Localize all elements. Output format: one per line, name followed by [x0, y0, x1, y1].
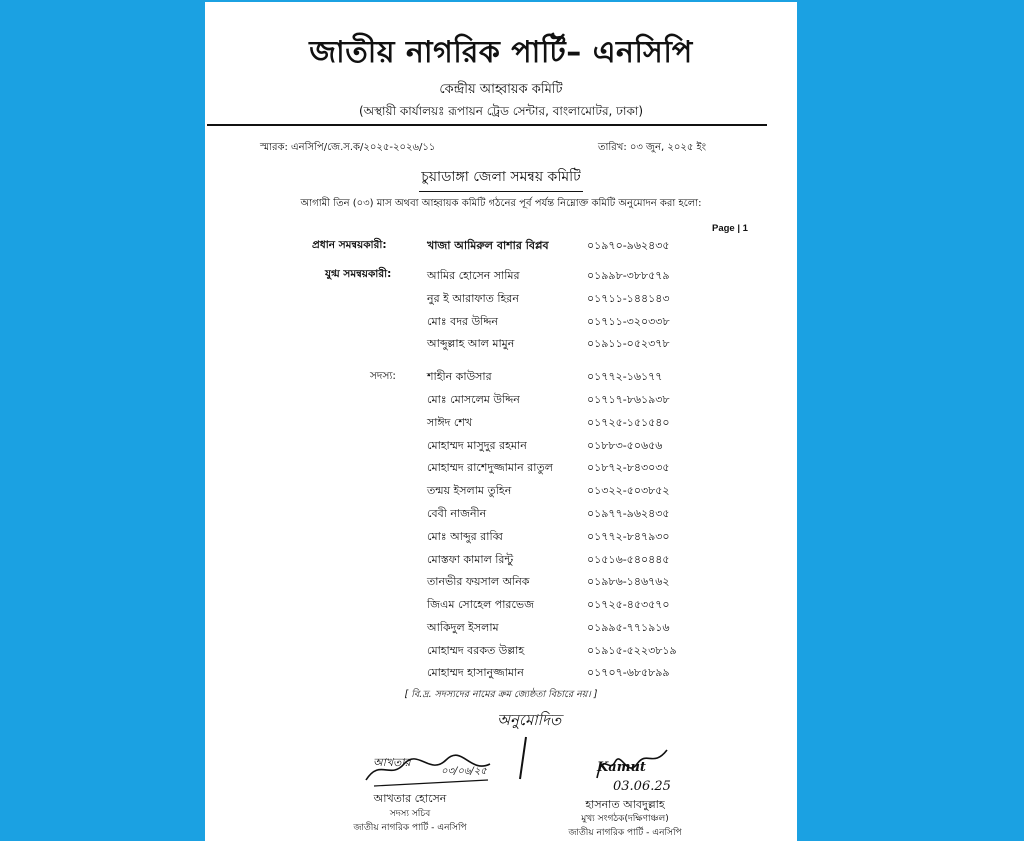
- chief-coordinator-name: খাজা আমিরুল বাশার বিপ্লব: [427, 239, 549, 252]
- right-signatory-org: জাতীয় নাগরিক পার্টি - এনসিপি: [568, 828, 682, 838]
- central-committee-line: কেন্দ্রীয় আহ্বায়ক কমিটি: [439, 82, 563, 97]
- member-phone: ০১৭৭২-১৬১৭৭: [587, 370, 663, 383]
- issue-date: তারিখ: ০৩ জুন, ২০২৫ ইং: [598, 142, 707, 153]
- member-phone: ০১৭১৭-৮৬১৯৩৮: [587, 393, 670, 406]
- joint-coordinator-label: যুগ্ম সমন্বয়কারী:: [325, 268, 392, 280]
- member-phone: ০১৯১৫-৫২২৩৮১৯: [587, 644, 677, 657]
- office-address: (অস্থায়ী কার্যালয়ঃ রূপায়ন ট্রেড সেন্টার, বাংলামোটর, ঢাকা): [359, 104, 643, 118]
- member-name: মোহাম্মদ হাসানুজ্জামান: [427, 666, 524, 679]
- member-phone: ০১৯৮৬-১৪৬৭৬২: [587, 575, 670, 588]
- header-divider: [207, 124, 767, 126]
- footnote: [ বি.দ্র. সদস্যদের নামের ক্রম জ্যেষ্ঠতা বিচারে নয়। ]: [404, 689, 598, 700]
- joint-coordinator-name: আমির হোসেন সামির: [427, 269, 520, 282]
- page-number: Page | 1: [712, 223, 748, 234]
- left-signatory-org: জাতীয় নাগরিক পার্টি - এনসিপি: [353, 823, 467, 833]
- left-signatory-name: আখতার হোসেন: [373, 792, 447, 805]
- joint-coordinator-phone: ০১৭১১-৩২০৩৩৮: [587, 315, 670, 328]
- approved-handwritten: অনুমোদিত: [497, 711, 562, 729]
- joint-coordinator-phone: ০১৭১১-১৪৪১৪৩: [587, 292, 670, 305]
- member-phone: ০১৭২৫-১৫১৫৪০: [587, 416, 670, 429]
- member-name: বেবী নাজনীন: [427, 507, 487, 520]
- right-signatory-title: মুখ্য সংগঠক(দক্ষিণাঞ্চল): [581, 814, 669, 824]
- member-name: মোহাম্মদ রাশেদুজ্জামান রাতুল: [427, 461, 553, 474]
- approval-stroke: [517, 735, 529, 781]
- joint-coordinator-name: মোঃ বদর উদ্দিন: [427, 315, 498, 328]
- member-name: শাহীন কাউসার: [427, 370, 492, 383]
- committee-title-text: চুয়াডাঙ্গা জেলা সমন্বয় কমিটি: [419, 165, 583, 192]
- member-name: জিএম সোহেল পারভেজ: [427, 598, 534, 611]
- member-phone: ০১৭৭২-৮৪৭৯৩০: [587, 530, 670, 543]
- member-name: মোস্তফা কামাল রিন্টু: [427, 553, 514, 566]
- member-phone: ০১৯৭৭-৯৬২৪৩৫: [587, 507, 670, 520]
- member-phone: ০১৮৭২-৮৪৩০৩৫: [587, 461, 670, 474]
- member-phone: ০১৫১৬-৫৪০৪৪৫: [587, 553, 670, 566]
- joint-coordinator-name: নুর ই আরাফাত হিরন: [427, 292, 519, 305]
- members-label: সদস্য:: [370, 370, 396, 382]
- member-name: মোঃ মোসলেম উদ্দিন: [427, 393, 520, 406]
- left-signature-date: ০৩/০৬/২৫: [441, 766, 487, 777]
- left-signature-handwritten: আখতার: [373, 756, 411, 769]
- member-name: মোঃ আব্দুর রাব্বি: [427, 530, 503, 543]
- chief-coordinator-phone: ০১৯৭০-৯৬২৪৩৫: [587, 239, 670, 252]
- letter-page: [205, 2, 797, 841]
- member-phone: ০১৯৯৫-৭৭১৯১৬: [587, 621, 670, 634]
- member-phone: ০১৩২২-৫০৩৮৫২: [587, 484, 670, 497]
- member-name: আকিদুল ইসলাম: [427, 621, 499, 634]
- member-name: মোহাম্মদ বরকত উল্লাহ: [427, 644, 525, 657]
- member-phone: ০১৭২৫-৪৫৩৫৭০: [587, 598, 670, 611]
- joint-coordinator-phone: ০১৯১১-০৫২৩৭৮: [587, 337, 670, 350]
- joint-coordinator-name: আব্দুল্লাহ আল মামুন: [427, 337, 515, 350]
- reference-number: স্মারক: এনসিপি/জে.স.ক/২০২৫-২০২৬/১১: [260, 142, 436, 153]
- member-phone: ০১৭০৭-৬৮৫৮৯৯: [587, 666, 670, 679]
- right-signature-handwritten: Kamut: [597, 760, 646, 775]
- right-signatory-name: হাসনাত আবদুল্লাহ: [585, 798, 665, 811]
- member-name: তানভীর ফয়সাল অনিক: [427, 575, 530, 588]
- intro-text: আগামী তিন (০৩) মাস অথবা আহ্বায়ক কমিটি গঠনের পূর্ব পর্যন্ত নিম্নোক্ত কমিটি অনুমোদন করা হলো:: [300, 198, 702, 209]
- member-name: সাঈদ শেখ: [427, 416, 473, 429]
- chief-coordinator-label: প্রধান সমন্বয়কারী:: [312, 239, 387, 251]
- member-name: মোহাম্মদ মাসুদুর রহমান: [427, 439, 527, 452]
- left-signatory-title: সদস্য সচিব: [389, 809, 431, 819]
- member-phone: ০১৮৮৩-৫০৬৫৬: [587, 439, 663, 452]
- joint-coordinator-phone: ০১৯৯৮-৩৮৮৫৭৯: [587, 269, 670, 282]
- committee-title: [205, 165, 797, 192]
- party-masthead: জাতীয় নাগরিক পার্টি– এনসিপি: [309, 35, 693, 70]
- member-name: তন্ময় ইসলাম তুহিন: [427, 484, 512, 497]
- right-signature-date: 03.06.25: [613, 779, 671, 794]
